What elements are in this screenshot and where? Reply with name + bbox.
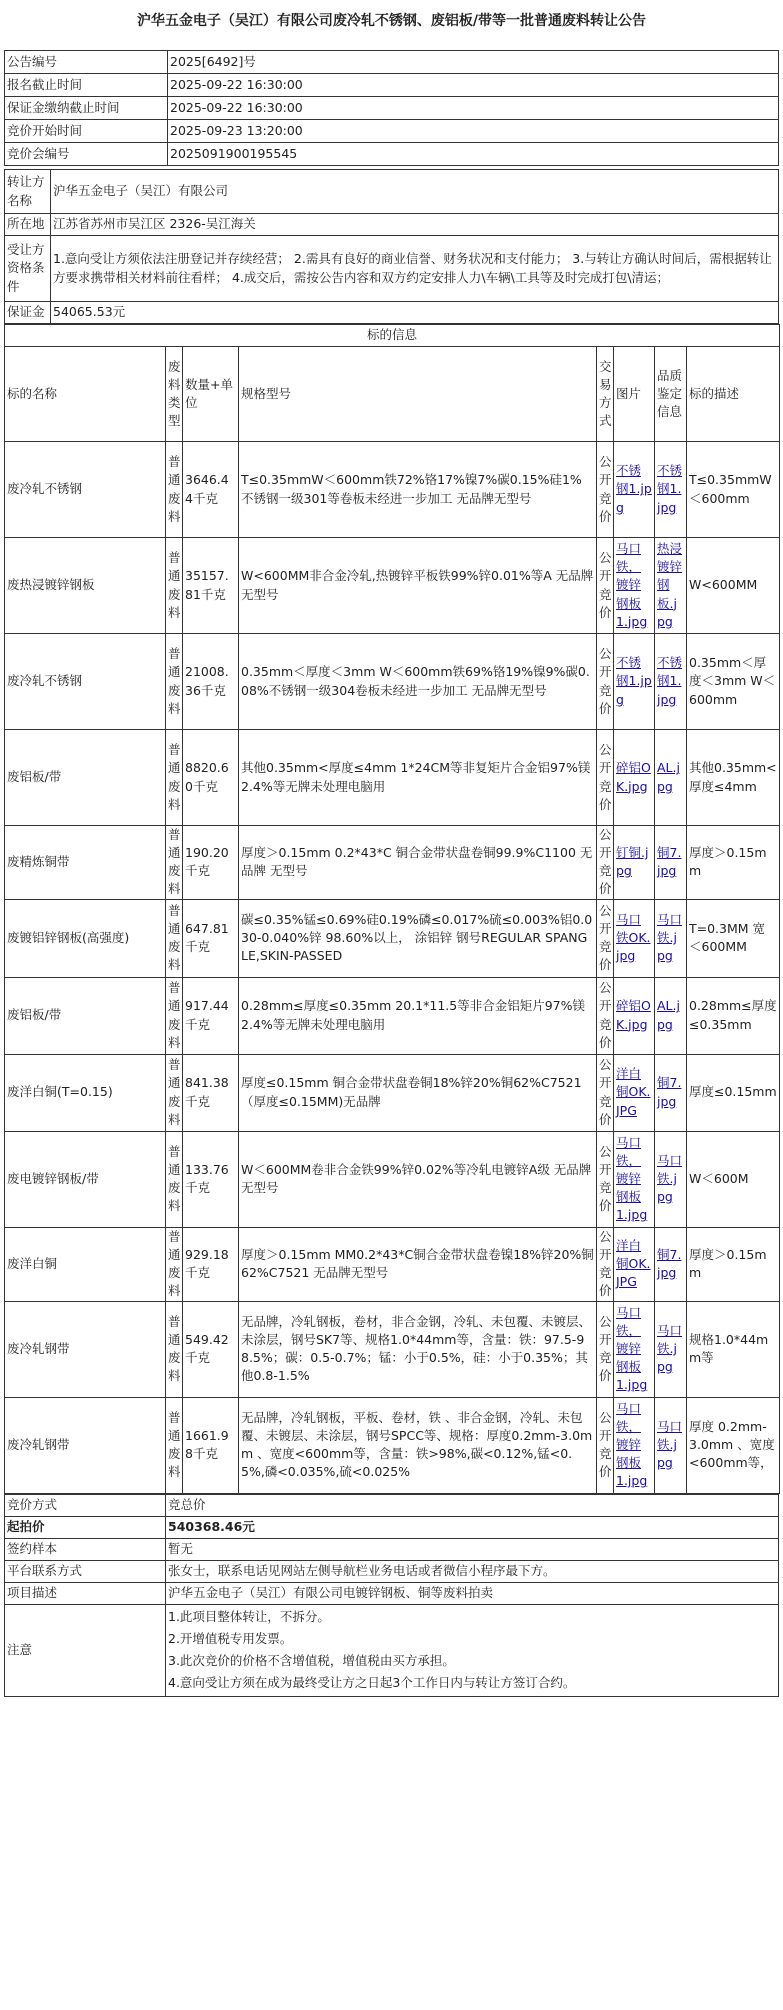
item-quality-link-cell	[655, 1227, 687, 1301]
item-desc: 厚度＞0.15mm	[689, 1246, 767, 1280]
item-type-cell	[166, 1054, 183, 1131]
item-desc-cell	[687, 977, 780, 1054]
item-quality-link-cell	[655, 1301, 687, 1397]
item-quality-link-cell	[655, 634, 687, 730]
qualification-value: 1.意向受让方须依法注册登记并存续经营； 2.需具有良好的商业信誉、财务状况和支付能力； 3.与转让方确认时间后，需根据转让方要求携带相关材料前往看样； 4.成交后，需按公告内容和双方约定安排人力\车辆\工具等及时完成打包\清运；	[51, 236, 779, 302]
item-trade-cell	[597, 1131, 614, 1227]
item-qty: 35157.81千克	[185, 568, 229, 602]
method-label: 竞价方式	[5, 1494, 166, 1516]
item-name: 废洋白铜(T=0.15)	[7, 1084, 113, 1100]
info-label: 保证金缴纳截止时间	[5, 97, 168, 120]
item-name-cell	[5, 977, 166, 1054]
info-label: 公告编号	[5, 51, 168, 74]
item-spec: 无品牌，冷轧钢板，平板、卷材，铁 、非合金钢，冷轧、未包覆、未镀层、未涂层，钢号SPCC等、规格：厚度0.2mm-3.0mm 、宽度<600mm等，含量：铁>98%,碳<0.12%,锰<0.5%,磷<0.035%,硫<0.025%	[241, 1409, 593, 1480]
item-name: 废热浸镀锌钢板	[7, 577, 95, 593]
item-qty: 841.38千克	[185, 1075, 229, 1109]
item-trade-cell	[597, 442, 614, 538]
transferor-name-label: 转让方名称	[5, 170, 51, 214]
item-trade-cell	[597, 730, 614, 826]
item-spec: 0.35mm＜厚度＜3mm W＜600mm铁69%铬19%镍9%碳0.08%不锈钢一级304卷板未经进一步加工 无品牌无型号	[241, 664, 590, 698]
item-trade: 公开竞价	[599, 1313, 612, 1384]
item-pic-link-cell	[614, 899, 655, 977]
item-trade-cell	[597, 899, 614, 977]
items-header-row	[5, 347, 780, 442]
item-quality-link[interactable]: 不锈钢1.jpg	[657, 655, 683, 707]
item-pic-link[interactable]: 不锈钢1.jpg	[616, 655, 652, 707]
item-desc-cell	[687, 1301, 780, 1397]
header-pic: 图片	[614, 347, 655, 442]
item-name: 废冷轧不锈钢	[7, 673, 83, 689]
item-quality-link-cell	[655, 977, 687, 1054]
item-name-cell	[5, 538, 166, 634]
item-pic-link[interactable]: 碎铝OK.jpg	[616, 760, 651, 794]
item-qty-cell	[183, 977, 239, 1054]
item-type: 普通废料	[168, 646, 181, 716]
item-spec-cell	[239, 1227, 597, 1301]
transferor-table	[4, 169, 779, 324]
item-qty: 3646.44千克	[185, 472, 229, 506]
item-row	[5, 442, 780, 538]
item-desc: T≤0.35mmW＜600mm	[689, 472, 772, 506]
item-desc-cell	[687, 1397, 780, 1493]
item-trade: 公开竞价	[599, 550, 612, 620]
item-type-cell	[166, 899, 183, 977]
item-qty: 21008.36千克	[185, 664, 229, 698]
item-name-cell	[5, 899, 166, 977]
item-name: 废镀铝锌钢板(高强度)	[7, 929, 130, 945]
item-qty-cell	[183, 826, 239, 900]
item-type: 普通废料	[168, 827, 181, 897]
item-type-cell	[166, 977, 183, 1054]
item-desc: 其他0.35mm<厚度≤4mm	[689, 760, 777, 794]
info-value: 2025-09-22 16:30:00	[168, 74, 779, 97]
start-price-value: 540368.46元	[166, 1516, 779, 1538]
item-qty: 8820.60千克	[185, 760, 229, 794]
item-type: 普通废料	[168, 1143, 181, 1214]
item-type-cell	[166, 730, 183, 826]
notes-label: 注意	[5, 1604, 166, 1696]
note-item: 1.此项目整体转让，不拆分。	[168, 1609, 330, 1624]
item-quality-link[interactable]: 马口铁.jpg	[657, 1418, 683, 1471]
header-quality: 品质鉴定信息	[655, 347, 687, 442]
item-spec-cell	[239, 826, 597, 900]
item-type: 普通废料	[168, 1057, 181, 1127]
item-row	[5, 1131, 780, 1227]
item-pic-link-cell	[614, 442, 655, 538]
item-qty-cell	[183, 1301, 239, 1397]
info-row	[5, 51, 779, 74]
item-spec-cell	[239, 977, 597, 1054]
item-qty-cell	[183, 634, 239, 730]
item-trade: 公开竞价	[599, 902, 612, 973]
item-type: 普通废料	[168, 1228, 181, 1299]
item-row	[5, 1397, 780, 1493]
item-type-cell	[166, 1301, 183, 1397]
location-label: 所在地	[5, 214, 51, 236]
sample-value: 暂无	[166, 1538, 779, 1560]
item-trade: 公开竞价	[599, 454, 612, 524]
note-item: 4.意向受让方须在成为最终受让方之日起3个工作日内与转让方签订合约。	[168, 1675, 576, 1690]
header-spec: 规格型号	[239, 347, 597, 442]
item-qty: 1661.98千克	[185, 1427, 229, 1461]
contact-label: 平台联系方式	[5, 1560, 166, 1582]
item-qty-cell	[183, 442, 239, 538]
item-pic-link[interactable]: 马口铁OK.jpg	[616, 911, 651, 964]
item-quality-link[interactable]: 不锈钢1.jpg	[657, 463, 683, 515]
item-trade: 公开竞价	[599, 1409, 612, 1480]
info-value: 2025091900195545	[168, 143, 779, 166]
item-pic-link-cell	[614, 634, 655, 730]
item-row	[5, 634, 780, 730]
basic-info-table	[4, 50, 779, 166]
item-quality-link[interactable]: 铜7.jpg	[657, 1246, 682, 1280]
item-pic-link[interactable]: 洋白铜OK.JPG	[616, 1066, 651, 1118]
item-type: 普通废料	[168, 1409, 181, 1480]
header-type: 废料类型	[166, 347, 183, 442]
item-spec: 0.28mm≤厚度≤0.35mm 20.1*11.5等非合金铝矩片97%镁2.4%等无牌未处理电脑用	[241, 998, 585, 1032]
item-type-cell	[166, 634, 183, 730]
items-table	[4, 324, 780, 1494]
item-spec: W＜600MM卷非合金铁99%锌0.02%等冷轧电镀锌A级 无品牌 无型号	[241, 1161, 592, 1195]
item-pic-link-cell	[614, 538, 655, 634]
item-name: 废铝板/带	[7, 769, 62, 785]
item-quality-link-cell	[655, 730, 687, 826]
sample-label: 签约样本	[5, 1538, 166, 1560]
item-pic-link[interactable]: 马口铁，镀锌钢板1.jpg	[616, 1400, 648, 1489]
item-spec: 无品牌，冷轧钢板，卷材，非合金钢，冷轧、未包覆、未镀层、未涂层，钢号SK7等、规格1.0*44mm等，含量：铁：97.5-98.5%；碳：0.5-0.7%；锰：小于0.5%，硅：小于0.35%；其他0.8-1.5%	[241, 1313, 592, 1384]
item-row	[5, 1054, 780, 1131]
item-qty-cell	[183, 1397, 239, 1493]
item-name-cell	[5, 442, 166, 538]
item-qty-cell	[183, 1131, 239, 1227]
deposit-label: 保证金	[5, 302, 51, 324]
item-name: 废冷轧钢带	[7, 1340, 70, 1356]
item-row	[5, 826, 780, 900]
item-spec-cell	[239, 538, 597, 634]
notes-list	[166, 1604, 779, 1696]
item-name: 废冷轧不锈钢	[7, 481, 83, 497]
item-name: 废洋白铜	[7, 1255, 58, 1271]
item-desc-cell	[687, 538, 780, 634]
item-pic-link-cell	[614, 730, 655, 826]
item-pic-link-cell	[614, 1397, 655, 1493]
item-desc: 厚度＞0.15mm	[689, 845, 767, 879]
qualification-label: 受让方资格条件	[5, 236, 51, 302]
item-trade: 公开竞价	[599, 1143, 612, 1214]
item-quality-link[interactable]: AL.jpg	[657, 760, 680, 794]
item-quality-link-cell	[655, 538, 687, 634]
info-label: 竞价开始时间	[5, 120, 168, 143]
item-qty-cell	[183, 538, 239, 634]
item-type-cell	[166, 1397, 183, 1493]
item-spec-cell	[239, 1301, 597, 1397]
header-qty: 数量+单位	[183, 347, 239, 442]
item-type-cell	[166, 442, 183, 538]
item-trade: 公开竞价	[599, 827, 612, 897]
project-desc-label: 项目描述	[5, 1582, 166, 1604]
item-pic-link-cell	[614, 1301, 655, 1397]
item-desc: 0.35mm＜厚度＜3mm W＜600mm	[689, 655, 776, 707]
item-name-cell	[5, 826, 166, 900]
item-name-cell	[5, 1131, 166, 1227]
item-pic-link-cell	[614, 826, 655, 900]
info-value: 2025[6492]号	[168, 51, 779, 74]
item-pic-link-cell	[614, 1227, 655, 1301]
item-name-cell	[5, 634, 166, 730]
item-pic-link[interactable]: 洋白铜OK.JPG	[616, 1237, 651, 1290]
item-trade-cell	[597, 1054, 614, 1131]
item-qty: 929.18千克	[185, 1246, 229, 1280]
note-item: 3.此次竞价的价格不含增值税，增值税由买方承担。	[168, 1653, 455, 1668]
contact-value: 张女士，联系电话见网站左侧导航栏业务电话或者微信小程序最下方。	[166, 1560, 779, 1582]
item-qty: 549.42千克	[185, 1331, 229, 1365]
info-label: 竞价会编号	[5, 143, 168, 166]
item-spec-cell	[239, 730, 597, 826]
item-spec-cell	[239, 634, 597, 730]
item-qty: 647.81千克	[185, 920, 229, 954]
item-trade-cell	[597, 1397, 614, 1493]
info-row	[5, 97, 779, 120]
item-quality-link-cell	[655, 826, 687, 900]
item-pic-link[interactable]: 钉铜.jpg	[616, 845, 649, 879]
header-desc: 标的描述	[687, 347, 780, 442]
info-value: 2025-09-22 16:30:00	[168, 97, 779, 120]
item-row	[5, 1301, 780, 1397]
item-name-cell	[5, 730, 166, 826]
item-trade-cell	[597, 1301, 614, 1397]
info-row	[5, 74, 779, 97]
item-spec: 其他0.35mm<厚度≤4mm 1*24CM等非复矩片合金铝97%镁2.4%等无牌未处理电脑用	[241, 760, 591, 794]
item-row	[5, 899, 780, 977]
item-pic-link-cell	[614, 1054, 655, 1131]
item-name-cell	[5, 1227, 166, 1301]
transferor-name-value: 沪华五金电子（吴江）有限公司	[51, 170, 779, 214]
item-pic-link-cell	[614, 1131, 655, 1227]
item-pic-link[interactable]: 马口铁，镀锌钢板1.jpg	[616, 1304, 648, 1393]
item-desc-cell	[687, 1227, 780, 1301]
item-qty-cell	[183, 1054, 239, 1131]
item-desc: W＜600M	[689, 1170, 749, 1186]
item-row	[5, 730, 780, 826]
item-pic-link[interactable]: 马口铁，镀锌钢板1.jpg	[616, 541, 648, 629]
item-spec: 厚度＞0.15mm 0.2*43*C 铜合金带状盘卷铜99.9%C1100 无品牌 无型号	[241, 845, 593, 879]
info-row	[5, 120, 779, 143]
item-qty: 133.76千克	[185, 1161, 229, 1195]
item-desc-cell	[687, 1054, 780, 1131]
item-spec: T≤0.35mmW＜600mm铁72%铬17%镍7%碳0.15%硅1%不锈钢一级301等卷板未经进一步加工 无品牌无型号	[241, 472, 582, 506]
item-desc: 0.28mm≤厚度≤0.35mm	[689, 998, 777, 1032]
item-trade-cell	[597, 977, 614, 1054]
deposit-value: 54065.53元	[51, 302, 779, 324]
item-quality-link[interactable]: 铜7.jpg	[657, 845, 682, 879]
item-pic-link-cell	[614, 977, 655, 1054]
footer-table	[4, 1494, 779, 1697]
header-name: 标的名称	[5, 347, 166, 442]
item-quality-link[interactable]: 马口铁.jpg	[657, 911, 683, 964]
item-quality-link-cell	[655, 899, 687, 977]
item-desc: W<600MM	[689, 577, 758, 593]
item-quality-link-cell	[655, 1397, 687, 1493]
item-spec: 碳≤0.35%锰≤0.69%硅0.19%磷≤0.017%硫≤0.003%铝0.030-0.040%锌 98.60%以上， 涂铝锌 钢号REGULAR SPANGLE,SKIN-PASSED	[241, 911, 593, 964]
item-type-cell	[166, 1227, 183, 1301]
method-value: 竞总价	[166, 1494, 779, 1516]
item-spec-cell	[239, 1054, 597, 1131]
item-type: 普通废料	[168, 454, 181, 524]
item-qty-cell	[183, 899, 239, 977]
item-quality-link-cell	[655, 1054, 687, 1131]
info-label: 报名截止时间	[5, 74, 168, 97]
item-row	[5, 1227, 780, 1301]
item-name-cell	[5, 1301, 166, 1397]
item-desc: 厚度 0.2mm-3.0mm 、宽度<600mm等，	[689, 1418, 775, 1471]
item-name-cell	[5, 1397, 166, 1493]
item-quality-link-cell	[655, 442, 687, 538]
item-qty: 190.20千克	[185, 845, 229, 879]
item-pic-link[interactable]: 碎铝OK.jpg	[616, 998, 651, 1032]
item-spec: 厚度＞0.15mm MM0.2*43*C铜合金带状盘卷镍18%锌20%铜62%C7521 无品牌无型号	[241, 1246, 594, 1280]
item-desc: 厚度≤0.15mm	[689, 1084, 777, 1100]
info-value: 2025-09-23 13:20:00	[168, 120, 779, 143]
item-row	[5, 977, 780, 1054]
info-row	[5, 143, 779, 166]
item-desc-cell	[687, 442, 780, 538]
item-trade: 公开竞价	[599, 980, 612, 1050]
item-row	[5, 538, 780, 634]
header-trade: 交易方式	[597, 347, 614, 442]
item-desc-cell	[687, 634, 780, 730]
item-quality-link[interactable]: AL.jpg	[657, 998, 680, 1032]
announcement	[4, 10, 779, 1697]
item-spec-cell	[239, 1397, 597, 1493]
item-name: 废精炼铜带	[7, 854, 70, 870]
item-type-cell	[166, 1131, 183, 1227]
item-trade-cell	[597, 634, 614, 730]
item-desc-cell	[687, 826, 780, 900]
note-item: 2.开增值税专用发票。	[168, 1631, 293, 1646]
item-desc: T=0.3MM 宽＜600MM	[689, 920, 766, 954]
item-spec: W<600MM非合金冷轧,热镀锌平板铁99%锌0.01%等A 无品牌无型号	[241, 568, 594, 602]
item-type: 普通废料	[168, 550, 181, 620]
item-trade: 公开竞价	[599, 742, 612, 812]
item-trade-cell	[597, 826, 614, 900]
item-name-cell	[5, 1054, 166, 1131]
item-spec-cell	[239, 1131, 597, 1227]
item-desc-cell	[687, 1131, 780, 1227]
item-pic-link[interactable]: 马口铁，镀锌钢板1.jpg	[616, 1134, 648, 1223]
item-name: 废电镀锌钢板/带	[7, 1170, 99, 1186]
item-rows	[5, 442, 780, 1494]
item-spec: 厚度≤0.15mm 铜合金带状盘卷铜18%锌20%铜62%C7521（厚度≤0.15MM)无品牌	[241, 1075, 582, 1109]
item-trade: 公开竞价	[599, 1057, 612, 1127]
item-trade: 公开竞价	[599, 1228, 612, 1299]
item-quality-link[interactable]: 马口铁.jpg	[657, 1322, 683, 1375]
item-quality-link[interactable]: 马口铁.jpg	[657, 1152, 683, 1205]
item-name: 废冷轧钢带	[7, 1436, 70, 1452]
item-trade-cell	[597, 1227, 614, 1301]
item-spec-cell	[239, 442, 597, 538]
item-qty: 917.44千克	[185, 998, 229, 1032]
item-desc-cell	[687, 730, 780, 826]
page-title: 沪华五金电子（吴江）有限公司废冷轧不锈钢、废铝板/带等一批普通废料转让公告	[136, 13, 647, 29]
item-name: 废铝板/带	[7, 1007, 62, 1023]
items-section-title: 标的信息	[5, 325, 780, 347]
location-value: 江苏省苏州市吴江区 2326-吴江海关	[51, 214, 779, 236]
item-type-cell	[166, 538, 183, 634]
item-qty-cell	[183, 730, 239, 826]
item-type: 普通废料	[168, 980, 181, 1050]
item-type-cell	[166, 826, 183, 900]
item-trade-cell	[597, 538, 614, 634]
item-desc: 规格1.0*44mm等	[689, 1331, 769, 1365]
item-type: 普通废料	[168, 742, 181, 812]
item-quality-link[interactable]: 热浸镀锌钢板.jpg	[657, 541, 683, 629]
item-quality-link-cell	[655, 1131, 687, 1227]
project-desc-value: 沪华五金电子（吴江）有限公司电镀锌钢板、铜等废料拍卖	[166, 1582, 779, 1604]
item-trade: 公开竞价	[599, 646, 612, 716]
item-type: 普通废料	[168, 902, 181, 973]
item-type: 普通废料	[168, 1313, 181, 1384]
item-qty-cell	[183, 1227, 239, 1301]
item-desc-cell	[687, 899, 780, 977]
item-pic-link[interactable]: 不锈钢1.jpg	[616, 463, 652, 515]
item-spec-cell	[239, 899, 597, 977]
item-quality-link[interactable]: 铜7.jpg	[657, 1075, 682, 1109]
start-price-label: 起拍价	[5, 1516, 166, 1538]
